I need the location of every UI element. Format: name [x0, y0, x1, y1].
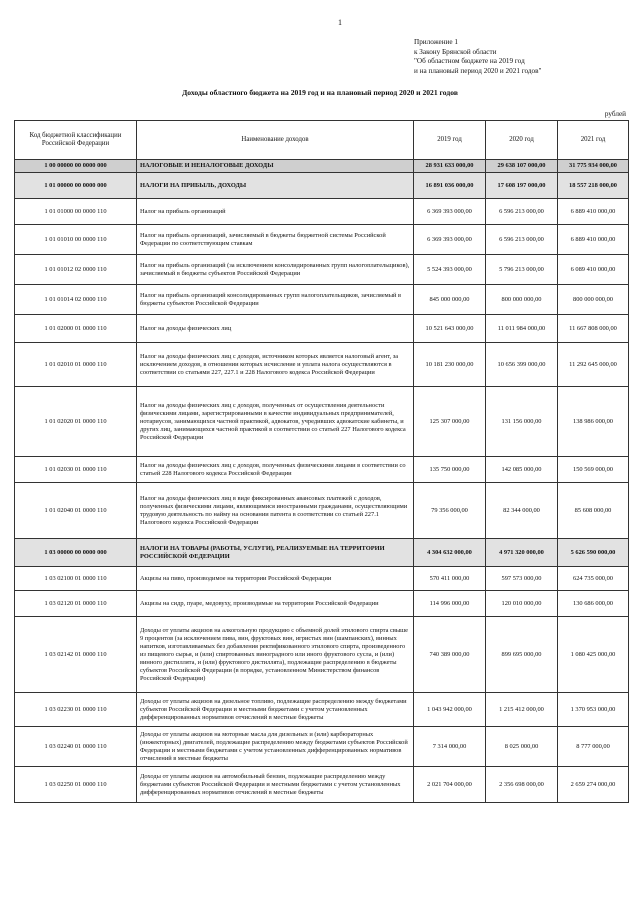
cell-code: 1 03 02120 01 0000 110	[15, 591, 137, 617]
cell-code: 1 03 02250 01 0000 110	[15, 767, 137, 803]
cell-2020: 2 356 698 000,00	[486, 767, 558, 803]
table-row	[15, 199, 629, 225]
cell-2021: 11 292 645 000,00	[558, 343, 629, 387]
cell-code: 1 03 02100 01 0000 110	[15, 567, 137, 591]
cell-name: НАЛОГИ НА ТОВАРЫ (РАБОТЫ, УСЛУГИ), РЕАЛИЗУЕМЫЕ НА ТЕРРИТОРИИ РОССИЙСКОЙ ФЕДЕРАЦИИ	[137, 539, 414, 567]
cell-name: Налог на прибыль организаций, зачисляемый в бюджеты бюджетной системы Российской Федерации по соответствующим ставкам	[137, 225, 414, 255]
cell-2021: 1 080 425 000,00	[558, 617, 629, 693]
cell-name: Налог на доходы физических лиц	[137, 315, 414, 343]
cell-2021: 6 089 410 000,00	[558, 255, 629, 285]
cell-2020: 29 638 107 000,00	[486, 160, 558, 173]
table-row	[15, 285, 629, 315]
column-header-name: Наименование доходов	[137, 121, 414, 160]
cell-code: 1 01 01014 02 0000 110	[15, 285, 137, 315]
cell-2019: 740 389 000,00	[414, 617, 486, 693]
cell-2020: 120 010 000,00	[486, 591, 558, 617]
cell-name: Налог на прибыль организаций консолидированных групп налогоплательщиков, зачисляемый в бюджеты субъектов Российской Федерации	[137, 285, 414, 315]
cell-code: 1 00 00000 00 0000 000	[15, 160, 137, 173]
revenue-table	[14, 120, 629, 803]
cell-2019: 16 891 036 000,00	[414, 173, 486, 199]
cell-2021: 150 569 000,00	[558, 457, 629, 483]
table-row	[15, 693, 629, 727]
cell-code: 1 01 00000 00 0000 000	[15, 173, 137, 199]
cell-2020: 6 596 213 000,00	[486, 225, 558, 255]
page-number: 1	[338, 18, 342, 27]
cell-2020: 8 025 000,00	[486, 727, 558, 767]
cell-name: Доходы от уплаты акцизов на автомобильный бензин, подлежащие распределению между бюджетами субъектов Российской Федерации и местными бюджетами с учетом установленных дифференцированных нормативов отчислений в местные бюджеты	[137, 767, 414, 803]
cell-2019: 7 314 000,00	[414, 727, 486, 767]
table-row	[15, 457, 629, 483]
cell-2019: 28 931 633 000,00	[414, 160, 486, 173]
cell-2021: 138 986 000,00	[558, 387, 629, 457]
cell-name: НАЛОГОВЫЕ И НЕНАЛОГОВЫЕ ДОХОДЫ	[137, 160, 414, 173]
cell-2021: 800 000 000,00	[558, 285, 629, 315]
cell-name: Доходы от уплаты акцизов на моторные масла для дизельных и (или) карбюраторных (инжекторных) двигателей, подлежащие распределению между бюджетами субъектов Российской Федерации и местными бюджетами с учетом установленных дифференцированных нормативов отчислений в местные бюджеты	[137, 727, 414, 767]
cell-2019: 6 369 393 000,00	[414, 199, 486, 225]
cell-name: Доходы от уплаты акцизов на алкогольную продукцию с объемной долей этилового спирта свыше 9 процентов (за исключением пива, вин, фруктовых вин, игристых вин (шампанских), винных напитков, изготавливаемых без добавления ректификованного этилового спирта, произведенного из пищевого сырья, и (или) спиртованных виноградного или иного фруктового сусла, и (или) винного дистиллята, и (или) фруктового дистиллята), подлежащие распределению в бюджеты субъектов Российской Федерации (в порядке, установленном Министерством финансов Российской Федерации)	[137, 617, 414, 693]
appendix-line: и на плановый период 2020 и 2021 годов"	[414, 66, 542, 75]
table-row	[15, 255, 629, 285]
column-header-2019: 2019 год	[414, 121, 486, 160]
cell-2021: 1 370 953 000,00	[558, 693, 629, 727]
table-row	[15, 567, 629, 591]
cell-2019: 10 521 643 000,00	[414, 315, 486, 343]
cell-2021: 8 777 000,00	[558, 727, 629, 767]
cell-name: Налог на доходы физических лиц с доходов, полученных от осуществления деятельности физическими лицами, зарегистрированными в качестве индивидуальных предпринимателей, нотариусов, занимающихся частной практикой, адвокатов, учредивших адвокатские кабинеты, и других лиц, занимающихся частной практикой в соответствии со статьей 227 Налогового кодекса Российской Федерации	[137, 387, 414, 457]
units-label: рублей	[604, 110, 626, 118]
cell-2019: 570 411 000,00	[414, 567, 486, 591]
cell-2021: 6 889 410 000,00	[558, 225, 629, 255]
cell-2021: 6 889 410 000,00	[558, 199, 629, 225]
cell-2019: 5 524 393 000,00	[414, 255, 486, 285]
cell-name: Налог на прибыль организаций (за исключением консолидированных групп налогоплательщиков), зачисляемый в бюджеты субъектов Российской Федерации	[137, 255, 414, 285]
table-row	[15, 225, 629, 255]
table-row	[15, 617, 629, 693]
cell-2021: 2 659 274 000,00	[558, 767, 629, 803]
cell-code: 1 01 02010 01 0000 110	[15, 343, 137, 387]
cell-code: 1 01 01000 00 0000 110	[15, 199, 137, 225]
cell-2019: 1 043 942 000,00	[414, 693, 486, 727]
cell-name: Налог на доходы физических лиц с доходов, полученных физическими лицами в соответствии со статьей 228 Налогового кодекса Российской Федерации	[137, 457, 414, 483]
document-title: Доходы областного бюджета на 2019 год и на плановый период 2020 и 2021 годов	[182, 88, 458, 97]
cell-2020: 5 796 213 000,00	[486, 255, 558, 285]
table-header-row	[15, 121, 629, 160]
cell-name: Доходы от уплаты акцизов на дизельное топливо, подлежащие распределению между бюджетами субъектов Российской Федерации и местными бюджетами с учетом установленных дифференцированных нормативов отчислений в местные бюджеты	[137, 693, 414, 727]
cell-name: Налог на доходы физических лиц в виде фиксированных авансовых платежей с доходов, полученных физическими лицами, являющимися иностранными гражданами, осуществляющими трудовую деятельность по найму на основании патента в соответствии со статьей 227.1 Налогового кодекса Российской Федерации	[137, 483, 414, 539]
cell-2019: 10 181 230 000,00	[414, 343, 486, 387]
cell-code: 1 03 02230 01 0000 110	[15, 693, 137, 727]
appendix-line: Приложение 1	[414, 38, 458, 46]
cell-2021: 31 775 934 000,00	[558, 160, 629, 173]
cell-2020: 82 344 000,00	[486, 483, 558, 539]
table-row	[15, 387, 629, 457]
cell-2019: 845 000 000,00	[414, 285, 486, 315]
cell-2019: 135 750 000,00	[414, 457, 486, 483]
table-row	[15, 173, 629, 199]
appendix-line: "Об областном бюджете на 2019 год	[414, 57, 525, 66]
cell-code: 1 01 01012 02 0000 110	[15, 255, 137, 285]
cell-2020: 800 000 000,00	[486, 285, 558, 315]
table-row	[15, 539, 629, 567]
cell-code: 1 01 02040 01 0000 110	[15, 483, 137, 539]
cell-2021: 624 735 000,00	[558, 567, 629, 591]
cell-code: 1 03 02240 01 0000 110	[15, 727, 137, 767]
cell-name: Акцизы на пиво, производимое на территории Российской Федерации	[137, 567, 414, 591]
cell-code: 1 03 02142 01 0000 110	[15, 617, 137, 693]
table-row	[15, 160, 629, 173]
column-header-2020: 2020 год	[486, 121, 558, 160]
cell-2020: 597 573 000,00	[486, 567, 558, 591]
cell-2021: 130 686 000,00	[558, 591, 629, 617]
cell-code: 1 01 02030 01 0000 110	[15, 457, 137, 483]
cell-name: НАЛОГИ НА ПРИБЫЛЬ, ДОХОДЫ	[137, 173, 414, 199]
cell-name: Налог на прибыль организаций	[137, 199, 414, 225]
cell-2020: 4 971 320 000,00	[486, 539, 558, 567]
appendix-note	[414, 38, 541, 76]
cell-2019: 6 369 393 000,00	[414, 225, 486, 255]
table-row	[15, 483, 629, 539]
cell-2020: 17 608 197 000,00	[486, 173, 558, 199]
cell-2020: 11 011 984 000,00	[486, 315, 558, 343]
appendix-line: к Закону Брянской области	[414, 47, 497, 56]
column-header-code: Код бюджетной классификации Российской Федерации	[15, 121, 137, 160]
cell-code: 1 01 02020 01 0000 110	[15, 387, 137, 457]
cell-2020: 899 695 000,00	[486, 617, 558, 693]
cell-name: Акцизы на сидр, пуаре, медовуху, производимые на территории Российской Федерации	[137, 591, 414, 617]
column-header-2021: 2021 год	[558, 121, 629, 160]
cell-2019: 114 996 000,00	[414, 591, 486, 617]
table-row	[15, 767, 629, 803]
cell-2020: 142 085 000,00	[486, 457, 558, 483]
cell-2021: 18 557 218 000,00	[558, 173, 629, 199]
cell-name: Налог на доходы физических лиц с доходов, источником которых является налоговый агент, за исключением доходов, в отношении которых исчисление и уплата налога осуществляются в соответствии со статьями 227, 227.1 и 228 Налогового кодекса Российской Федерации	[137, 343, 414, 387]
cell-2019: 2 021 704 000,00	[414, 767, 486, 803]
cell-2021: 5 626 590 000,00	[558, 539, 629, 567]
cell-2020: 6 596 213 000,00	[486, 199, 558, 225]
cell-code: 1 01 01010 00 0000 110	[15, 225, 137, 255]
table-row	[15, 727, 629, 767]
cell-code: 1 03 00000 00 0000 000	[15, 539, 137, 567]
cell-2019: 79 356 000,00	[414, 483, 486, 539]
cell-2020: 131 156 000,00	[486, 387, 558, 457]
cell-code: 1 01 02000 01 0000 110	[15, 315, 137, 343]
cell-2020: 1 215 412 000,00	[486, 693, 558, 727]
cell-2019: 4 304 632 000,00	[414, 539, 486, 567]
cell-2021: 85 608 000,00	[558, 483, 629, 539]
cell-2021: 11 667 808 000,00	[558, 315, 629, 343]
table-row	[15, 343, 629, 387]
table-row	[15, 315, 629, 343]
cell-2020: 10 656 399 000,00	[486, 343, 558, 387]
table-row	[15, 591, 629, 617]
cell-2019: 125 307 000,00	[414, 387, 486, 457]
